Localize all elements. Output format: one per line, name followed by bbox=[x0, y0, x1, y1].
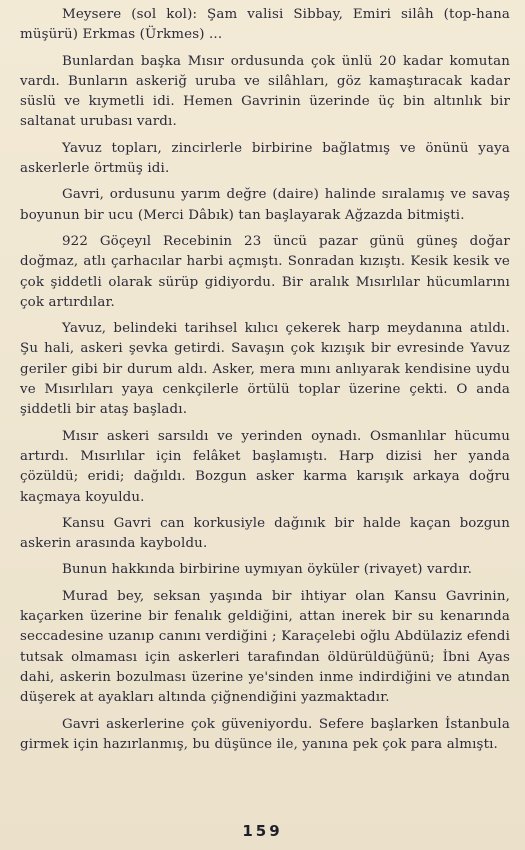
paragraph-meysere: Meysere (sol kol): Şam valisi Sibbay, Emiri silâh (top-hana müşürü) Erkmas (Ürkmes) ... bbox=[20, 7, 510, 43]
page-number: 159 bbox=[242, 822, 283, 840]
paragraph-gavri-trust: Gavri askerlerine çok güveniyordu. Sefere başlarken İstanbula girmek için hazırlanmış, bu düşünce ile, yanına pek çok para almıştı. bbox=[20, 716, 510, 752]
paragraph-accounts: Bunun hakkında birbirine uymıyan öyküler (rivayet) vardır. bbox=[62, 562, 473, 578]
paragraph-murad-bey: Murad bey, seksan yaşında bir ihtiyar olan Kansu Gavrinin, kaçarken üzerine bir fenalık geldiğini, attan inerek bir su kenarında seccadesine uzanıp canını verdiğini ; Karaçelebi oğlu Abdülaziz efendi tutsak olmaması için askerleri tarafından öldürüldüğünü; İbni Ayas dahi, askerin bozulması üzerine ye'sinden inme indirdiğini ve atından düşerek at ayakları altında çiğnendiğini yazmaktadır. bbox=[20, 588, 510, 706]
paragraph-gavri-lost: Kansu Gavri can korkusiyle dağınık bir halde kaçan bozgun askerin arasında kayboldu. bbox=[20, 515, 510, 552]
paragraph-yavuz-charge: Yavuz, belindeki tarihsel kılıcı çekerek harp meydanına atıldı. Şu hali, askeri şevka getirdi. Savaşın çok kızışık bir evresinde Yavuz geriler gibi bir durum aldı. Asker, mera mını anlıyarak kendisine uydu ve Mısırlıları yaya cenkçilerle örtülü toplar üzerine çekti. O anda şiddetli bir ataş başladı. bbox=[20, 321, 510, 418]
paragraph-yavuz-cannons: Yavuz topları, zincirlerle birbirine bağlatmış ve önünü yaya askerlerle örtmüş idi. bbox=[20, 140, 510, 177]
paragraph-gavri-formation: Gavri, ordusunu yarım değre (daire) halinde sıralamış ve savaş boyunun bir ucu (Merci Dâbık) tan başlayarak Ağzazda bitmişti. bbox=[20, 187, 510, 223]
paragraph-battle-start: 922 Göçeyıl Recebinin 23 üncü pazar günü güneş doğar doğmaz, atlı çarhacılar harbi açmıştı. Sonradan kızıştı. Kesik kesik ve çok şiddetli olarak sürüp gidiyordu. Bir aralık Mısırlılar hücumlarını çok artırdılar. bbox=[20, 233, 510, 310]
body-text bbox=[20, 5, 510, 755]
paragraph-commanders: Bunlardan başka Mısır ordusunda çok ünlü 20 kadar komutan vardı. Bunların askeriğ uruba ve silâhları, göz kamaştıracak kadar süslü ve kıymetli idi. Hemen Gavrinin üzerinde üç bin altınlık bir saltanat urubası vardı. bbox=[20, 53, 510, 130]
paragraph-rout: Mısır askeri sarsıldı ve yerinden oynadı. Osmanlılar hücumu artırdı. Mısırlılar için felâket başlamıştı. Harp dizisi her yanda çözüldü; eridi; dağıldı. Bozgun asker karma karışık arkaya doğru kaçmaya koyuldu. bbox=[20, 428, 510, 505]
